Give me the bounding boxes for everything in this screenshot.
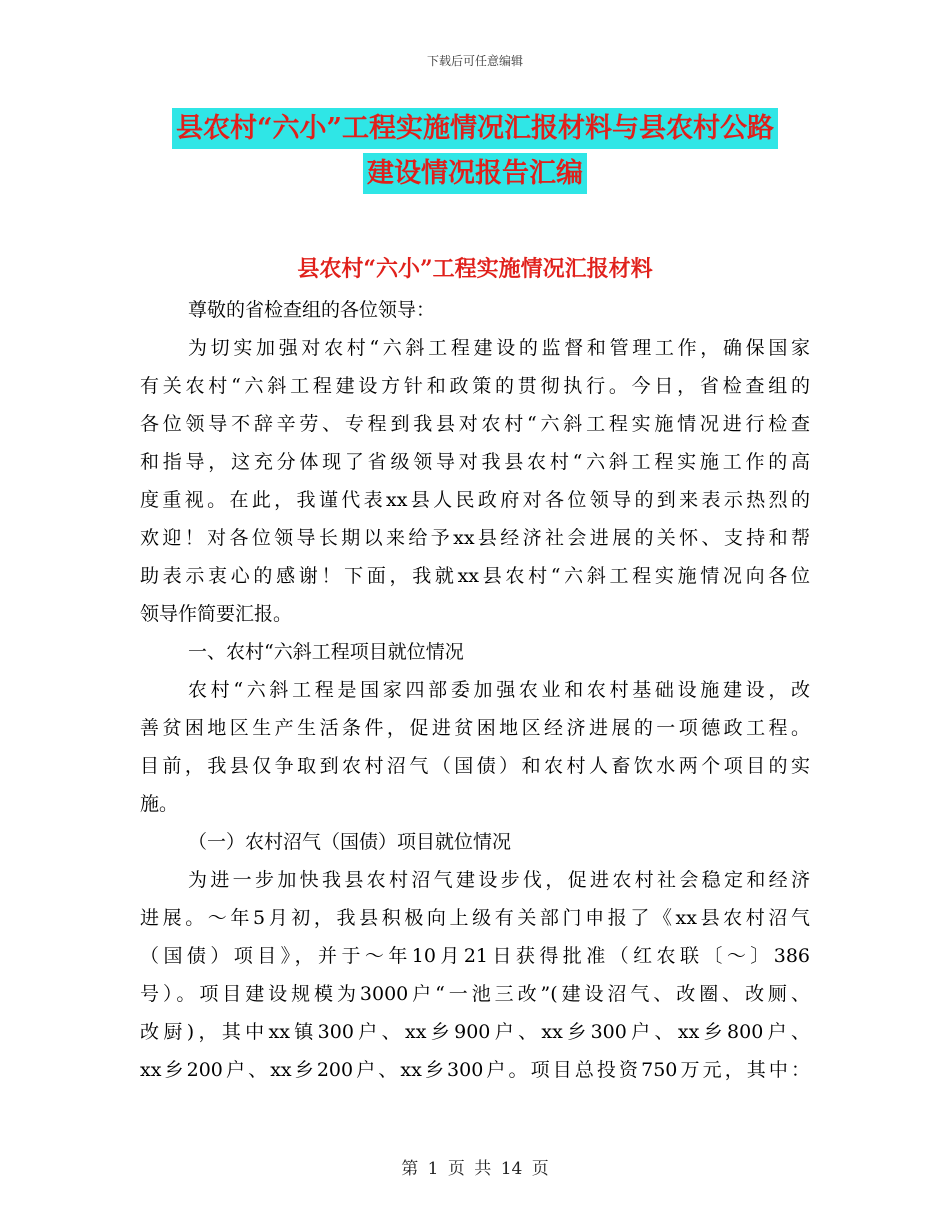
body-line-20: 改厨)，其中xx镇300户、xx乡900户、xx乡300户、xx乡800户、 [140, 1021, 810, 1043]
main-title-line-1-text: 县农村“六小”工程实施情况汇报材料与县农村公路 [172, 108, 778, 149]
main-title-line-2-text: 建设情况报告汇编 [363, 153, 587, 194]
body-line-16: 为进一步加快我县农村沼气建设步伐，促进农村社会稳定和经济 [188, 869, 810, 891]
section-title: 县农村“六小”工程实施情况汇报材料 [297, 256, 653, 282]
body-line-01: 尊敬的省检查组的各位领导： [188, 299, 436, 321]
body-line-21: xx乡200户、xx乡200户、xx乡300户。项目总投资750万元，其中： [140, 1059, 810, 1081]
header-note: 下载后可任意编辑 [426, 54, 523, 68]
body-line-15: （一）农村沼气（国债）项目就位情况 [188, 831, 512, 853]
body-line-18: （国债）项目》，并于～年10月21日获得批准（红农联〔～〕386 [140, 945, 810, 967]
body-line-14: 施。 [140, 793, 179, 815]
body-line-12: 善贫困地区生产生活条件，促进贫困地区经济进展的一项德政工程。 [140, 717, 810, 739]
body-line-19: 号）。项目建设规模为3000户“一池三改”(建设沼气、改圈、改厕、 [140, 983, 810, 1005]
main-title-line-2 [140, 160, 810, 187]
body-line-11: 农村“六斜工程是国家四部委加强农业和农村基础设施建设，改 [188, 679, 810, 701]
body-line-10: 一、农村“六斜工程项目就位情况 [188, 641, 464, 663]
body-line-02: 为切实加强对农村“六斜工程建设的监督和管理工作，确保国家 [188, 337, 810, 359]
body-line-07: 欢迎！对各位领导长期以来给予xx县经济社会进展的关怀、支持和帮 [140, 527, 810, 549]
body-line-08: 助表示衷心的感谢！下面，我就xx县农村“六斜工程实施情况向各位 [140, 565, 810, 587]
body-line-13: 目前，我县仅争取到农村沼气（国债）和农村人畜饮水两个项目的实 [140, 755, 810, 777]
body-line-17: 进展。～年5月初，我县积极向上级有关部门申报了《xx县农村沼气 [140, 907, 810, 929]
main-title-line-1 [140, 115, 810, 142]
body-line-06: 度重视。在此，我谨代表xx县人民政府对各位领导的到来表示热烈的 [140, 489, 810, 511]
body-line-09: 领导作简要汇报。 [140, 603, 293, 625]
document-body [140, 291, 810, 1089]
body-line-03: 有关农村“六斜工程建设方针和政策的贯彻执行。今日，省检查组的 [140, 375, 810, 397]
body-line-04: 各位领导不辞辛劳、专程到我县对农村“六斜工程实施情况进行检查 [140, 413, 810, 435]
page-footer: 第 1 页 共 14 页 [401, 1159, 549, 1179]
body-line-05: 和指导，这充分体现了省级领导对我县农村“六斜工程实施工作的高 [140, 451, 810, 473]
